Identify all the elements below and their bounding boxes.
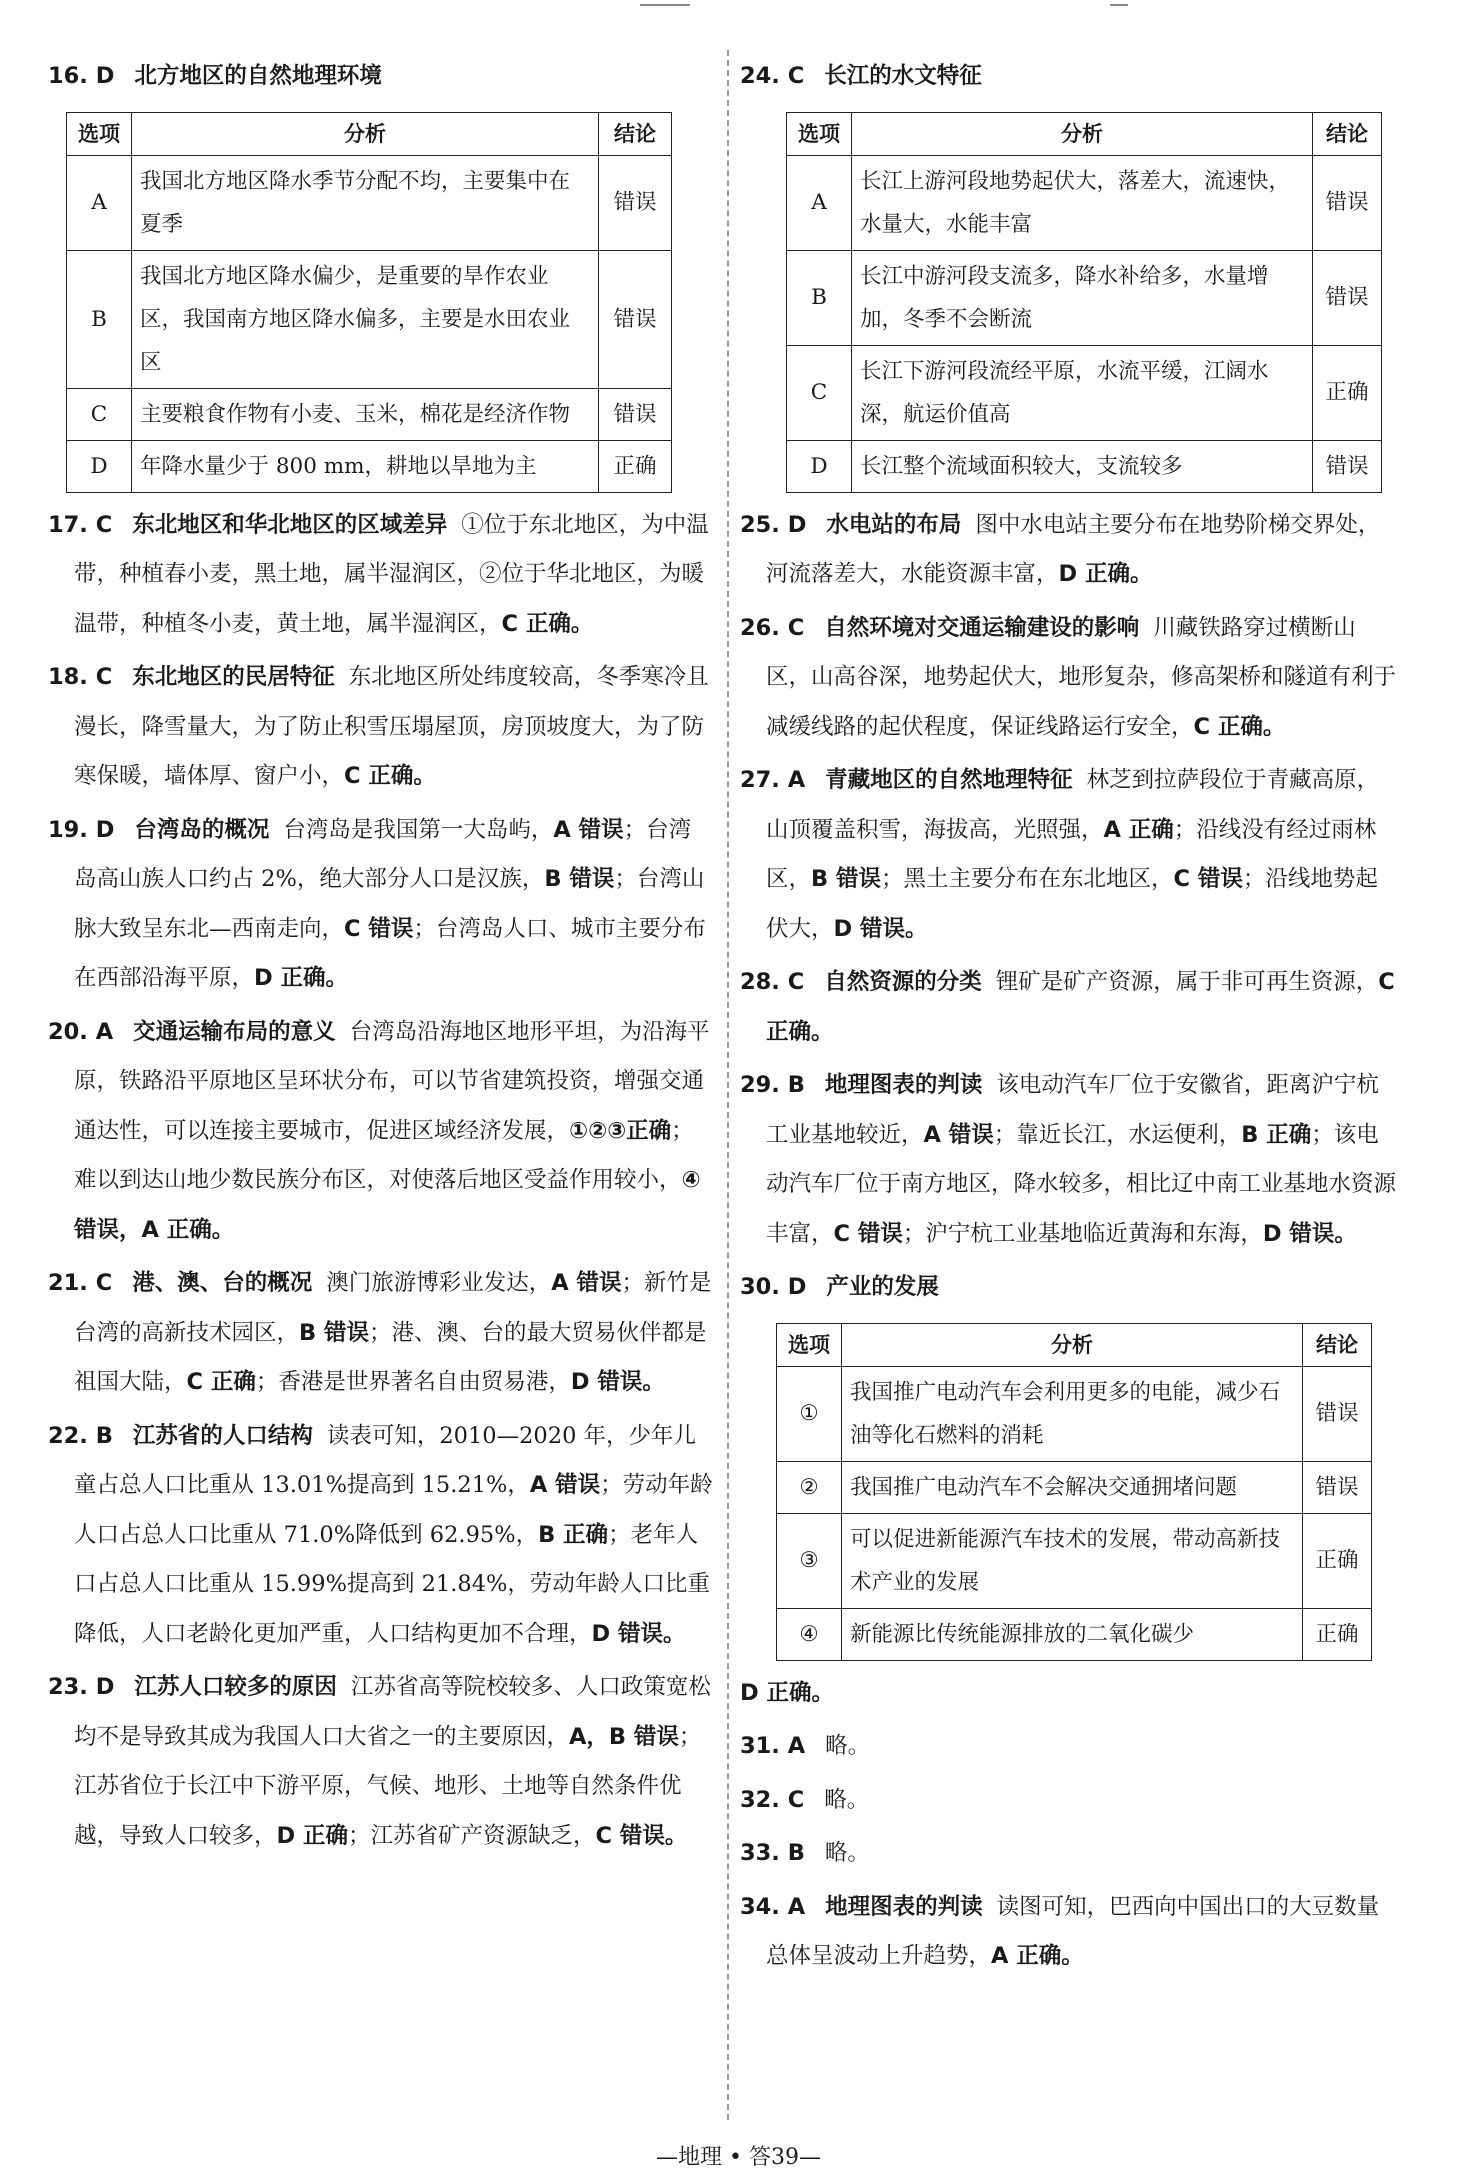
- table-cell: 新能源比传统能源排放的二氧化碳少: [842, 1608, 1303, 1660]
- answer-text: 略。: [824, 1786, 870, 1813]
- table-cell: A: [787, 155, 852, 250]
- answer-topic: 交通运输布局的意义: [133, 1018, 336, 1045]
- table-cell: 我国北方地区降水偏少，是重要的旱作农业区，我国南方地区降水偏多，主要是水田农业区: [132, 250, 599, 388]
- answer-number: 21. C: [48, 1270, 113, 1296]
- answer-verdict: B 错误: [299, 1319, 369, 1346]
- answer-topic: 台湾岛的概况: [134, 816, 270, 843]
- answer-verdict: C 正确。: [1193, 713, 1286, 740]
- analysis-table-16: [66, 112, 672, 493]
- answer-number: 25. D: [740, 511, 807, 538]
- answer-text: ；老年人口占总人口比重从 15.99%提高到 21.84%，劳动年龄人口比重降低，人口老龄化更加严重，人口结构更加不合理，: [74, 1521, 710, 1647]
- answer-topic: 地理图表的判读: [824, 1072, 983, 1098]
- table-cell: 长江上游河段地势起伏大，落差大，流速快，水量大，水能丰富: [852, 155, 1313, 250]
- answer-text: 略。: [824, 1840, 870, 1866]
- table-row: [777, 1461, 1372, 1513]
- answer-text: ；台湾岛人口、城市主要分布在西部沿海平原，: [74, 915, 706, 991]
- answer-text: 略。: [825, 1733, 871, 1759]
- answer-22: [48, 1412, 713, 1660]
- table-cell: D: [787, 440, 852, 492]
- table-cell: 长江中游河段支流多，降水补给多，水量增加，冬季不会断流: [852, 250, 1313, 345]
- answer-19: [48, 806, 713, 1004]
- table-row: [777, 1366, 1372, 1461]
- answer-text: 台湾岛沿海地区地形平坦，为沿海平原，铁路沿平原地区呈环状分布，可以节省建筑投资，增强交通通达性，可以连接主要城市，促进区域经济发展，: [74, 1018, 710, 1144]
- answer-topic: 长江的水文特征: [824, 63, 982, 89]
- answer-verdict: C 错误: [833, 1220, 903, 1247]
- answer-topic: 东北地区的民居特征: [132, 664, 335, 690]
- answer-topic: 产业的发展: [826, 1274, 939, 1300]
- answer-text: 读表可知，2010—2020 年，少年儿童占总人口比重从 13.01%提高到 15.21%，: [74, 1422, 697, 1498]
- table-header: 结论: [599, 112, 672, 155]
- top-mark-left: [640, 4, 690, 6]
- table-header: 分析: [842, 1323, 1303, 1366]
- table-cell: 错误: [1303, 1461, 1372, 1513]
- answer-text: ①位于东北地区，为中温带，种植春小麦，黑土地，属半湿润区，②位于华北地区，为暖温带，种植冬小麦，黄土地，属半湿润区，: [74, 511, 709, 637]
- table-row: [787, 345, 1382, 440]
- table-cell: 正确: [1303, 1608, 1372, 1660]
- answer-text: 图中水电站主要分布在地势阶梯交界处，河流落差大，水能资源丰富，: [766, 511, 1381, 587]
- answer-verdict: ①②③正确: [569, 1117, 672, 1144]
- answer-text: ；台湾山脉大致呈东北—西南走向，: [74, 866, 705, 942]
- table-header: 分析: [852, 112, 1313, 155]
- table-header: 结论: [1303, 1323, 1372, 1366]
- answer-topic: 江苏省的人口结构: [132, 1422, 313, 1449]
- answer-number: 23. D: [48, 1674, 115, 1700]
- table-header: 结论: [1313, 112, 1382, 155]
- answer-number: 32. C: [740, 1786, 805, 1813]
- table-cell: 我国推广电动汽车不会解决交通拥堵问题: [842, 1461, 1303, 1513]
- table-cell: 错误: [599, 388, 672, 440]
- answer-text: 台湾岛是我国第一大岛屿，: [283, 816, 554, 843]
- table-cell: 错误: [1313, 155, 1382, 250]
- table-cell: 正确: [1313, 345, 1382, 440]
- table-cell: 错误: [599, 250, 672, 388]
- answer-28: [740, 958, 1400, 1057]
- answer-verdict: B 正确: [538, 1521, 609, 1548]
- answer-verdict: ④错误，A 正确。: [74, 1167, 701, 1243]
- answer-topic: 北方地区的自然地理环境: [134, 63, 382, 89]
- table-cell: 我国推广电动汽车会利用更多的电能，减少石油等化石燃料的消耗: [842, 1366, 1303, 1461]
- answer-text: ；香港是世界著名自由贸易港，: [255, 1369, 571, 1395]
- answer-verdict: D 正确。: [254, 965, 349, 991]
- answer-number: 30. D: [740, 1274, 807, 1300]
- answer-23: [48, 1663, 713, 1861]
- answer-text: ；沪宁杭工业基地临近黄海和东海，: [902, 1220, 1263, 1247]
- answer-number: 17. C: [48, 511, 113, 538]
- answer-text: 该电动汽车厂位于安徽省，距离沪宁杭工业基地较近，: [766, 1072, 1379, 1148]
- table-row: [777, 1608, 1372, 1660]
- answer-verdict: A 错误: [529, 1472, 601, 1498]
- table-cell: B: [787, 250, 852, 345]
- answer-25: [740, 501, 1400, 600]
- answer-17: [48, 501, 713, 650]
- table-cell: 长江下游河段流经平原，水流平缓，江阔水深，航运价值高: [852, 345, 1313, 440]
- answer-verdict: C 正确。: [501, 610, 594, 637]
- answer-topic: 地理图表的判读: [825, 1893, 983, 1920]
- answer-number: 27. A: [740, 767, 806, 793]
- answer-verdict: A 错误: [553, 816, 624, 843]
- table-cell: C: [67, 388, 132, 440]
- table-row: [67, 388, 672, 440]
- answer-verdict: C 错误: [1173, 866, 1243, 892]
- table-row: [787, 250, 1382, 345]
- answer-24: [740, 52, 1400, 493]
- table-cell: 错误: [1313, 440, 1382, 492]
- table-cell: 可以促进新能源汽车技术的发展，带动高新技术产业的发展: [842, 1513, 1303, 1608]
- right-column: [740, 52, 1400, 1986]
- table-cell: ②: [777, 1461, 842, 1513]
- table-row: [67, 440, 672, 492]
- answer-verdict: D 错误。: [1262, 1220, 1357, 1247]
- answer-text: 锂矿是矿产资源，属于非可再生资源，: [995, 969, 1379, 995]
- answer-verdict: C 正确。: [344, 763, 436, 789]
- answer-text: ；该电动汽车厂位于南方地区，降水较多，相比辽中南工业基地水资源丰富，: [766, 1121, 1397, 1247]
- answer-verdict: A 错误: [923, 1121, 994, 1148]
- table-header: 选项: [67, 112, 132, 155]
- answer-text: ；黑土主要分布在东北地区，: [881, 866, 1174, 892]
- answer-number: 34. A: [740, 1893, 806, 1920]
- table-cell: 错误: [1313, 250, 1382, 345]
- answer-verdict: D 错误。: [591, 1620, 686, 1647]
- answer-verdict: D 正确。: [740, 1679, 835, 1706]
- column-divider: [727, 50, 729, 2120]
- answer-text: ；沿线地势起伏大，: [766, 866, 1378, 942]
- answer-verdict: C 正确: [186, 1369, 256, 1395]
- answer-29: [740, 1061, 1400, 1259]
- table-row: [777, 1513, 1372, 1608]
- answer-verdict: A 正确: [1103, 816, 1174, 843]
- answer-number: 29. B: [740, 1072, 805, 1098]
- answer-18: [48, 653, 713, 802]
- answer-text: ；劳动年龄人口占总人口比重从 71.0%降低到 62.95%，: [74, 1472, 713, 1548]
- answer-topic: 自然资源的分类: [824, 969, 982, 995]
- answer-topic: 东北地区和华北地区的区域差异: [132, 511, 448, 538]
- answer-text: ；港、澳、台的最大贸易伙伴都是祖国大陆，: [74, 1319, 707, 1395]
- answer-text: ；江苏省矿产资源缺乏，: [348, 1822, 596, 1849]
- answer-text: 江苏省高等院校较多、人口政策宽松均不是导致其成为我国人口大省之一的主要原因，: [74, 1674, 711, 1750]
- answer-text: ；台湾岛高山族人口约占 2%，绝大部分人口是汉族，: [74, 816, 692, 892]
- answer-number: 16. D: [48, 63, 115, 89]
- answer-topic: 港、澳、台的概况: [132, 1270, 313, 1296]
- answer-number: 22. B: [48, 1422, 113, 1449]
- answer-topic: 水电站的布局: [826, 511, 962, 538]
- table-cell: 年降水量少于 800 mm，耕地以旱地为主: [132, 440, 599, 492]
- left-column: [48, 52, 713, 1865]
- table-row: [67, 250, 672, 388]
- table-row: [787, 440, 1382, 492]
- table-cell: 错误: [1303, 1366, 1372, 1461]
- table-row: [67, 155, 672, 250]
- table-cell: A: [67, 155, 132, 250]
- answer-verdict: C 错误。: [595, 1822, 688, 1849]
- answer-verdict: B 错误: [544, 866, 615, 892]
- table-header: 分析: [132, 112, 599, 155]
- answer-31: [740, 1722, 1400, 1772]
- table-cell: D: [67, 440, 132, 492]
- table-cell: C: [787, 345, 852, 440]
- answer-verdict: D 错误。: [570, 1369, 665, 1395]
- table-cell: 长江整个流域面积较大，支流较多: [852, 440, 1313, 492]
- table-cell: 主要粮食作物有小麦、玉米，棉花是经济作物: [132, 388, 599, 440]
- table-cell: 我国北方地区降水季节分配不均，主要集中在夏季: [132, 155, 599, 250]
- answer-topic: 江苏人口较多的原因: [134, 1674, 337, 1700]
- answer-16: [48, 52, 713, 493]
- analysis-table-30: [776, 1323, 1372, 1661]
- answer-verdict: A 正确。: [991, 1943, 1084, 1969]
- answer-text: 林芝到拉萨段位于青藏高原，山顶覆盖积雪，海拔高，光照强，: [766, 767, 1380, 843]
- answer-text: ；江苏省位于长江中下游平原，气候、地形、土地等自然条件优越，导致人口较多，: [74, 1723, 702, 1849]
- answer-verdict: B 错误: [811, 866, 881, 892]
- answer-text: ；新竹是台湾的高新技术园区，: [74, 1270, 712, 1346]
- answer-verdict: A，B 错误: [569, 1723, 679, 1750]
- table-row: [787, 155, 1382, 250]
- answer-number: 24. C: [740, 63, 805, 89]
- answer-34: [740, 1883, 1400, 1982]
- answer-21: [48, 1259, 713, 1408]
- top-mark-right: [1110, 4, 1128, 6]
- answer-number: 20. A: [48, 1018, 114, 1045]
- table-cell: ③: [777, 1513, 842, 1608]
- answer-verdict: A 错误: [551, 1270, 622, 1296]
- answer-topic: 自然环境对交通运输建设的影响: [824, 614, 1140, 641]
- answer-number: 31. A: [740, 1733, 806, 1759]
- answer-number: 33. B: [740, 1840, 805, 1866]
- answer-20: [48, 1008, 713, 1256]
- answer-verdict: B 正确: [1241, 1121, 1312, 1148]
- answer-number: 18. C: [48, 664, 113, 690]
- analysis-table-24: [786, 112, 1382, 493]
- table-header: 选项: [787, 112, 852, 155]
- answer-30: [740, 1263, 1400, 1718]
- answer-number: 28. C: [740, 969, 805, 995]
- answer-text: ；沿线没有经过雨林区，: [766, 816, 1377, 892]
- answer-text: 东北地区所处纬度较高，冬季寒冷且漫长，降雪量大，为了防止积雪压塌屋顶，房顶坡度大，为了防寒保暖，墙体厚、窗户小，: [74, 664, 709, 789]
- answer-26: [740, 604, 1400, 753]
- answer-verdict: C 错误: [344, 915, 414, 942]
- table-cell: 正确: [599, 440, 672, 492]
- answer-text: 川藏铁路穿过横断山区，山高谷深，地势起伏大，地形复杂，修高架桥和隧道有利于减缓线路的起伏程度，保证线路运行安全，: [766, 614, 1397, 740]
- table-cell: B: [67, 250, 132, 388]
- table-cell: ①: [777, 1366, 842, 1461]
- answer-number: 26. C: [740, 614, 805, 641]
- table-cell: 正确: [1303, 1513, 1372, 1608]
- answer-27: [740, 756, 1400, 954]
- table-cell: 错误: [599, 155, 672, 250]
- page-footer: —地理 • 答39—: [656, 2145, 821, 2170]
- answer-verdict: C 正确。: [766, 969, 1395, 1045]
- answer-topic: 青藏地区的自然地理特征: [825, 767, 1073, 793]
- answer-verdict: D 正确。: [1058, 561, 1153, 587]
- answer-number: 19. D: [48, 816, 115, 843]
- answer-text: 澳门旅游博彩业发达，: [326, 1270, 552, 1296]
- answer-32: [740, 1776, 1400, 1826]
- answer-33: [740, 1829, 1400, 1879]
- table-cell: ④: [777, 1608, 842, 1660]
- table-header: 选项: [777, 1323, 842, 1366]
- answer-text: 读图可知，巴西向中国出口的大豆数量总体呈波动上升趋势，: [766, 1893, 1380, 1969]
- answer-text: ；靠近长江，水运便利，: [993, 1121, 1242, 1148]
- answer-verdict: D 错误。: [833, 915, 928, 942]
- answer-text: ；难以到达山地少数民族分布区，对使落后地区受益作用较小，: [74, 1117, 694, 1193]
- answer-verdict: D 正确: [276, 1822, 349, 1849]
